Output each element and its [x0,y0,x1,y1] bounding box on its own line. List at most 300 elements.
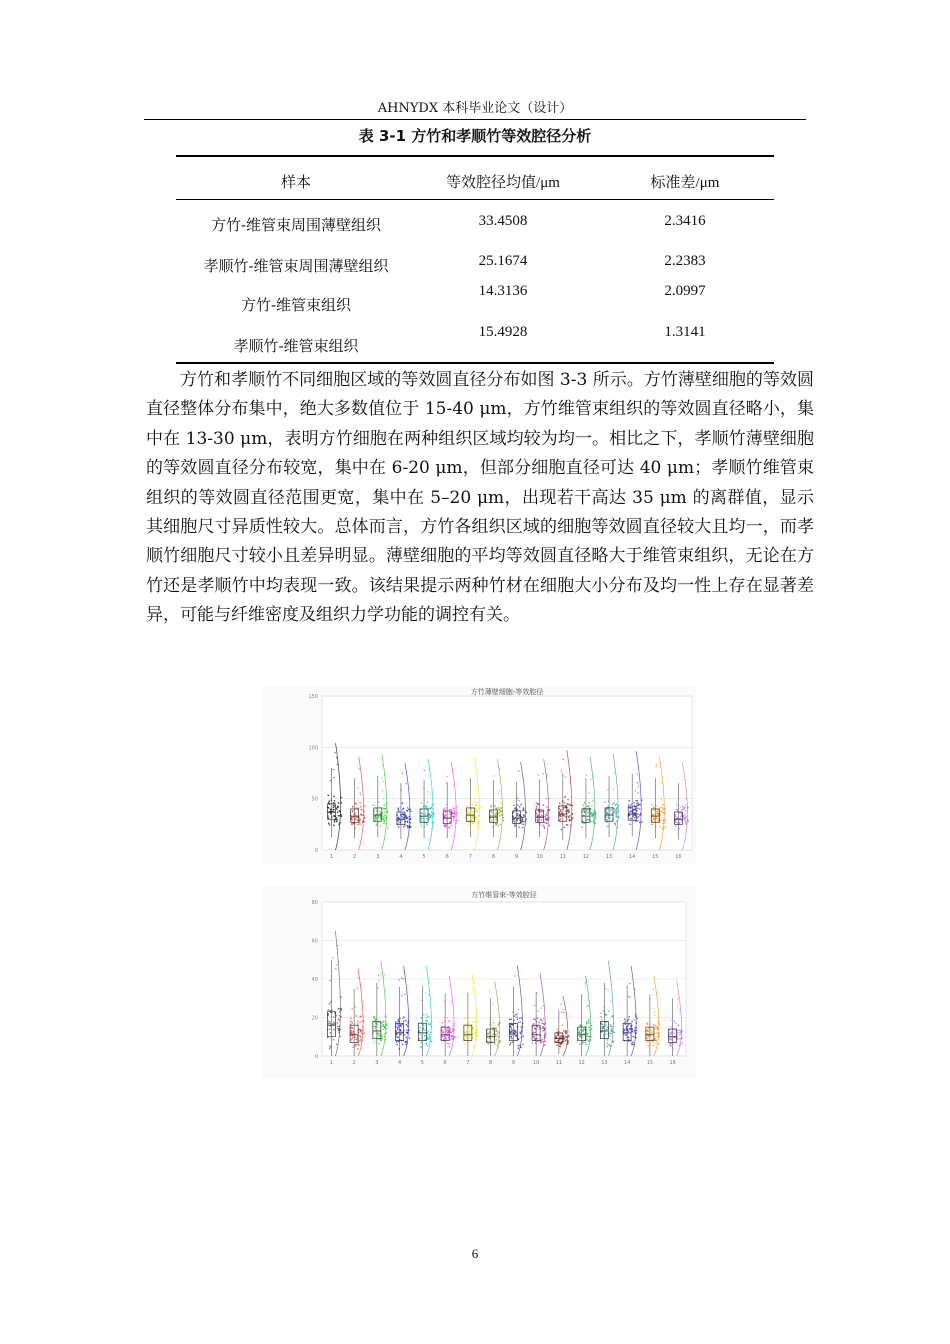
data-point [563,1037,565,1039]
data-point [616,827,618,829]
data-point [468,1027,470,1029]
data-point [517,1047,519,1049]
data-point [468,1033,470,1035]
data-point [581,1037,583,1039]
data-point [359,1029,361,1031]
data-point [329,1045,331,1047]
data-point [510,1033,512,1035]
data-point [535,802,537,804]
data-point [361,1021,363,1023]
outlier-point [628,996,629,997]
data-point [588,1022,590,1024]
outlier-point [614,772,615,773]
data-point [479,807,481,809]
data-point [503,817,505,819]
data-point [581,826,583,828]
data-point [407,1022,409,1024]
data-point [603,1033,605,1035]
data-point [406,1041,408,1043]
data-point [618,811,620,813]
data-point [373,804,375,806]
outlier-point [536,992,537,993]
data-point [451,1035,453,1037]
data-point [383,808,385,810]
data-point [634,1030,636,1032]
data-point [681,809,683,811]
data-point [606,1046,608,1048]
data-point [655,1036,657,1038]
data-point [473,1028,475,1030]
outlier-point [560,1003,561,1004]
outlier-point [377,987,378,988]
data-point [602,1023,604,1025]
table-mid-rule [176,199,774,200]
data-point [649,1032,651,1034]
data-point [517,815,519,817]
data-point [514,824,516,826]
data-point [488,1038,490,1040]
data-point [360,1036,362,1038]
data-point [510,1018,512,1020]
outlier-point [590,779,591,780]
data-point [533,1036,535,1038]
outlier-point [489,990,490,991]
data-point [329,1021,331,1023]
data-point [378,1035,380,1037]
data-point [522,1023,524,1025]
outlier-point [425,993,426,994]
data-point [544,816,546,818]
outlier-point [653,989,654,990]
data-point [571,814,573,816]
data-point [400,1030,402,1032]
data-point [683,815,685,817]
outlier-point [401,995,402,996]
data-point [428,1030,430,1032]
x-tick-label: 5 [420,1060,424,1066]
data-point [627,1020,629,1022]
data-point [407,825,409,827]
y-tick-label: 150 [308,694,318,700]
data-point [659,826,661,828]
data-point [541,1022,543,1024]
data-point [452,1028,454,1030]
data-point [502,814,504,816]
data-point [535,1032,537,1034]
data-point [687,807,689,809]
table-row-4-sd: 1.3141 [664,324,706,340]
data-point [421,802,423,804]
outlier-point [498,793,499,794]
data-point [329,824,331,826]
outlier-point [588,1000,589,1001]
data-point [610,1024,612,1026]
data-point [403,817,405,819]
data-point [675,1022,677,1024]
data-point [398,810,400,812]
data-point [655,811,657,813]
data-point [471,804,473,806]
data-point [632,812,634,814]
data-point [523,814,525,816]
data-point [428,1038,430,1040]
outlier-point [603,1006,604,1007]
x-tick-label: 4 [398,1060,402,1066]
data-point [361,1015,363,1017]
data-point [649,1023,651,1025]
data-point [499,809,501,811]
data-point [375,819,377,821]
body-text: 方竹和孝顺竹不同细胞区域的等效圆直径分布如图 3-3 所示。方竹薄壁细胞的等效圆直径整体分布集中，绝大多数值位于 15-40 μm，方竹维管束组织的等效圆直径略小，集中在 13-30 μm，表明方竹细胞在两种组织区域均较为均一。相比之下，孝顺竹薄壁细胞的等效圆直径分布较宽，集中在 6-20 μm，但部分细胞直径可达 40 μm；孝顺竹维管束组织的等效圆直径范围更宽，集中在 5–20 μm，出现若干高达 35 μm 的离群值，显示其细胞尺寸异质性较大。总体而言，方竹各组织区域的细胞等效圆直径较大且均一，而孝顺竹细胞尺寸较小且差异明显。薄壁细胞的平均等效圆直径略大于维管束组织，无论在方竹还是孝顺竹中均表现一致。该结果提示两种竹材在细胞大小分布及均一性上存在显著差异，可能与纤维密度及组织力学功能的调控有关。 [146,370,814,626]
data-point [613,1023,615,1025]
data-point [629,814,631,816]
data-point [556,1037,558,1039]
data-point [478,815,480,817]
data-point [610,809,612,811]
data-point [425,806,427,808]
data-point [568,810,570,812]
data-point [475,1035,477,1037]
data-point [384,1036,386,1038]
data-point [352,806,354,808]
outlier-point [677,998,678,999]
data-point [420,1017,422,1019]
data-point [340,797,342,799]
data-point [398,1019,400,1021]
outlier-point [540,1007,541,1008]
data-point [588,819,590,821]
outlier-point [607,989,608,990]
x-tick-label: 1 [329,1060,333,1066]
data-point [359,1040,361,1042]
data-point [337,1026,339,1028]
data-point [542,1027,544,1029]
outlier-point [586,775,587,776]
data-point [330,1032,332,1034]
data-point [671,1031,673,1033]
data-point [635,1014,637,1016]
data-point [407,1026,409,1028]
data-point [355,812,357,814]
data-point [608,825,610,827]
data-point [511,1038,513,1040]
x-tick-label: 2 [353,854,357,860]
outlier-point [605,988,606,989]
outlier-point [469,994,470,995]
data-point [398,826,400,828]
outlier-point [500,802,501,803]
data-point [399,1048,401,1050]
data-point [589,1039,591,1041]
outlier-point [593,777,594,778]
data-point [444,1020,446,1022]
data-point [364,805,366,807]
outlier-point [605,1013,606,1014]
data-point [682,806,684,808]
data-point [601,1027,603,1029]
data-point [450,1032,452,1034]
data-point [477,823,479,825]
data-point [523,1035,525,1037]
data-point [410,822,412,824]
data-point [454,810,456,812]
data-point [419,1027,421,1029]
outlier-point [467,1020,468,1021]
data-point [559,1045,561,1047]
data-point [493,819,495,821]
data-point [567,799,569,801]
data-point [684,807,686,809]
data-point [449,1039,451,1041]
data-point [340,1016,342,1018]
data-point [421,812,423,814]
data-point [519,1018,521,1020]
data-point [358,1044,360,1046]
data-point [606,819,608,821]
outlier-point [351,1008,352,1009]
data-point [586,1022,588,1024]
data-point [558,1034,560,1036]
outlier-point [382,765,383,766]
data-point [499,1022,501,1024]
data-point [548,809,550,811]
x-tick-label: 15 [646,1060,654,1066]
figure-b-chart [262,886,696,1078]
data-point [406,818,408,820]
data-point [498,825,500,827]
outlier-point [518,800,519,801]
data-point [380,816,382,818]
outlier-point [638,792,639,793]
data-point [616,807,618,809]
data-point [657,1029,659,1031]
data-point [329,1029,331,1031]
outlier-point [420,1000,421,1001]
data-point [557,1040,559,1042]
data-point [572,817,574,819]
data-point [672,1048,674,1050]
outlier-point [474,1017,475,1018]
data-point [582,1043,584,1045]
x-tick-label: 13 [605,854,613,860]
x-tick-label: 7 [466,1060,470,1066]
data-point [409,809,411,811]
x-tick-label: 14 [629,854,636,860]
data-point [641,821,643,823]
data-point [476,1032,478,1034]
data-point [541,815,543,817]
data-point [517,804,519,806]
data-point [333,795,335,797]
data-point [559,802,561,804]
x-tick-label: 9 [511,1060,515,1066]
data-point [519,806,521,808]
data-point [469,812,471,814]
outlier-point [475,805,476,806]
data-point [333,1029,335,1031]
data-point [338,1028,340,1030]
data-point [664,827,666,829]
data-point [544,1037,546,1039]
outlier-point [422,996,423,997]
data-point [590,1032,592,1034]
outlier-point [474,981,475,982]
outlier-point [452,1023,453,1024]
data-point [355,1015,357,1017]
data-point [398,1020,400,1022]
data-point [353,813,355,815]
data-point [519,1044,521,1046]
outlier-point [402,978,403,979]
outlier-point [654,1015,655,1016]
x-tick-label: 13 [601,1060,608,1066]
data-point [584,802,586,804]
data-point [500,1040,502,1042]
data-point [658,1043,660,1045]
data-point [387,811,389,813]
data-point [618,805,620,807]
data-point [664,813,666,815]
data-point [339,1015,341,1017]
data-point [565,1032,567,1034]
data-point [613,808,615,810]
outlier-point [401,977,402,978]
data-point [544,1044,546,1046]
data-point [423,1028,425,1030]
outlier-point [561,770,562,771]
data-point [465,1044,467,1046]
outlier-point [355,1006,356,1007]
data-point [676,809,678,811]
outlier-point [404,994,405,995]
data-point [628,1018,630,1020]
data-point [354,819,356,821]
x-tick-label: 2 [352,1060,356,1066]
data-point [634,1031,636,1033]
data-point [340,996,342,998]
data-point [406,1037,408,1039]
outlier-point [384,974,385,975]
data-point [360,809,362,811]
data-point [359,818,361,820]
data-point [563,815,565,817]
outlier-point [333,769,334,770]
data-point [618,816,620,818]
outlier-point [357,787,358,788]
outlier-point [384,774,385,775]
data-point [639,822,641,824]
data-point [467,824,469,826]
data-point [447,1029,449,1031]
data-point [491,820,493,822]
data-point [375,817,377,819]
data-point [637,813,639,815]
x-tick-label: 1 [329,854,334,860]
header-rule [144,119,806,120]
outlier-point [638,786,639,787]
table-row-2-sample: 孝顺竹-维管束周围薄壁组织 [203,257,389,275]
data-point [351,1039,353,1041]
data-point [495,1031,497,1033]
data-point [636,1018,638,1020]
outlier-point [537,802,538,803]
data-point [649,1044,651,1046]
table-row-1-sd: 2.3416 [664,213,706,229]
data-point [684,818,686,820]
data-point [647,1031,649,1033]
data-point [431,806,433,808]
data-point [669,1045,671,1047]
data-point [476,810,478,812]
data-point [420,823,422,825]
data-point [441,1030,443,1032]
data-point [468,1021,470,1023]
outlier-point [629,997,630,998]
data-point [499,815,501,817]
data-point [544,1028,546,1030]
data-point [546,812,548,814]
data-point [339,822,341,824]
data-point [464,1042,466,1044]
data-point [451,825,453,827]
data-point [646,1030,648,1032]
data-point [537,1017,539,1019]
data-point [426,1014,428,1016]
data-point [521,1027,523,1029]
outlier-point [657,805,658,806]
outlier-point [405,783,406,784]
data-point [495,1039,497,1041]
outlier-point [534,1005,535,1006]
data-point [474,1032,476,1034]
data-point [421,826,423,828]
data-point [534,1019,536,1021]
data-point [361,1040,363,1042]
data-point [431,1026,433,1028]
outlier-point [446,776,447,777]
data-point [384,1026,386,1028]
table-row-3-mean: 14.3136 [478,283,528,299]
data-point [571,805,573,807]
data-point [363,811,365,813]
data-point [395,1021,397,1023]
data-point [632,815,634,817]
outlier-point [332,957,333,958]
data-point [402,1044,404,1046]
data-point [561,829,563,831]
data-point [355,828,357,830]
data-point [428,818,430,820]
chart-title: 方竹维管束-等效腔径 [471,891,537,899]
data-point [336,817,338,819]
data-point [525,810,527,812]
data-point [611,1030,613,1032]
data-point [670,1037,672,1039]
outlier-point [334,752,335,753]
outlier-point [477,780,478,781]
outlier-point [562,1025,563,1026]
data-point [588,1021,590,1023]
data-point [679,1034,681,1036]
data-point [493,1027,495,1029]
outlier-point [336,964,337,965]
data-point [406,1032,408,1034]
data-point [445,1028,447,1030]
data-point [475,1038,477,1040]
outlier-point [378,980,379,981]
outlier-point [474,799,475,800]
x-tick-label: 12 [578,1060,585,1066]
